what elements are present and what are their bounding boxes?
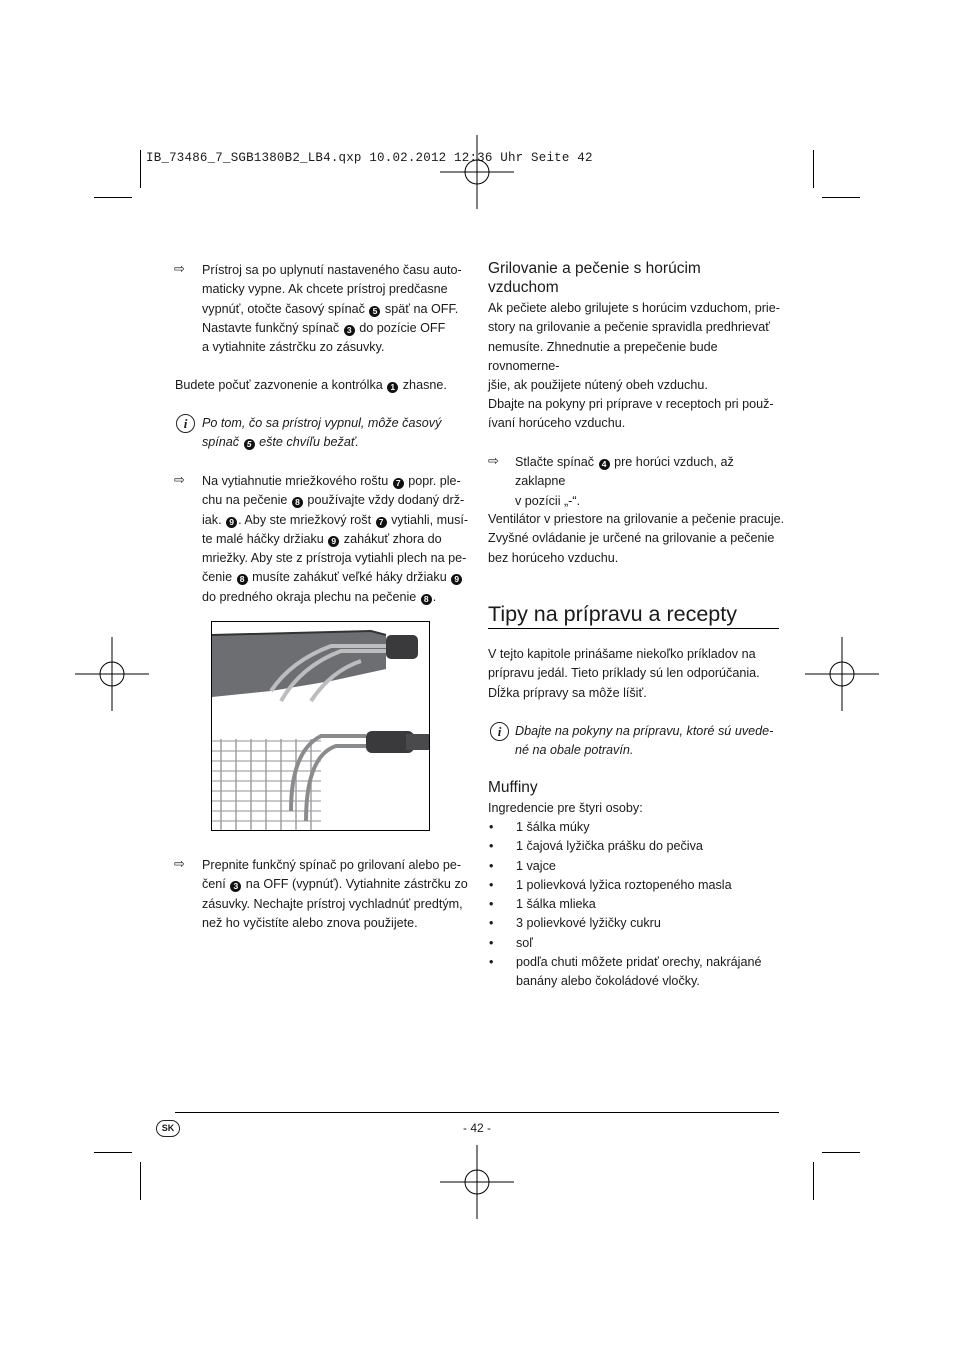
page-number: - 42 - [462, 1121, 491, 1135]
ref-number: 5 [369, 306, 380, 317]
ref-number: 9 [226, 517, 237, 528]
footer-rule [175, 1112, 779, 1113]
registration-mark-left [75, 637, 149, 711]
language-badge: SK [156, 1120, 180, 1137]
registration-mark-top [440, 135, 514, 209]
ref-number: 8 [421, 594, 432, 605]
list-item: • 1 šálka mlieka [489, 895, 779, 914]
heading-hot-air: Grilovanie a pečenie s horúcim vzduchom [488, 260, 701, 296]
list-item: • 1 šálka múky [489, 818, 779, 837]
ref-number: 7 [376, 517, 387, 528]
arrow-icon: ⇨ [174, 856, 185, 871]
ref-number: 1 [387, 382, 398, 393]
crop-mark [813, 1162, 814, 1200]
step-auto-off: Prístroj sa po uplynutí nastaveného času auto- maticky vypne. Ak chcete prístroj predčasne vypnúť, otočte časový spínač 5 späť na OFF. Nastavte funkčný spínač 3 do pozície OFF a vytiahnite zástrčku zo zásuvky. [202, 263, 462, 355]
registration-mark-bottom [440, 1145, 514, 1219]
list-item: • soľ [489, 934, 779, 953]
lamp-paragraph: Budete počuť zazvonenie a kontrólka 1 zhasne. [175, 378, 447, 392]
crop-mark [813, 150, 814, 188]
step-hot-air-switch: Stlačte spínač 4 pre horúci vzduch, až zaklapne v pozícii „-“. [515, 455, 734, 508]
ref-number: 8 [292, 497, 303, 508]
heading-muffins: Muffiny [488, 779, 538, 796]
info-icon: i [176, 414, 195, 433]
arrow-icon: ⇨ [174, 261, 185, 276]
crop-mark [822, 197, 860, 198]
step-switch-off: Prepnite funkčný spínač po grilovaní alebo pe- čení 3 na OFF (vypnúť). Vytiahnite zástrčku zo zásuvky. Nechajte prístroj vychladnúť predtým, než ho vyčistíte alebo znova použijete. [202, 858, 468, 930]
section-title: Tipy na prípravu a recepty [488, 602, 737, 626]
ingredients-intro: Ingredencie pre štyri osoby: [488, 801, 643, 815]
hot-air-intro: Ak pečiete alebo grilujete s horúcim vzduchom, prie- story na grilovanie a pečenie spravidla predhrievať nemusíte. Zhnednutie a prepečenie bude rovnomerne- jšie, ak použijete nútený obeh vzduchu. [488, 301, 780, 393]
ref-number: 9 [451, 574, 462, 585]
fan-paragraph: Ventilátor v priestore na grilovanie a pečenie pracuje. Zvyšné ovládanie je určené na grilovanie a pečenie bez horúceho vzduchu. [488, 512, 785, 565]
title-underline [488, 628, 779, 629]
ingredients-list [489, 818, 779, 992]
registration-mark-right [805, 637, 879, 711]
list-item: • 3 polievkové lyžičky cukru [489, 914, 779, 933]
ref-number: 8 [237, 574, 248, 585]
crop-mark [94, 1152, 132, 1153]
list-item: • 1 vajce [489, 857, 779, 876]
list-item: • 1 polievková lyžica roztopeného masla [489, 876, 779, 895]
hot-air-recipes: Dbajte na pokyny pri príprave v receptoch pri použ- ívaní horúceho vzduchu. [488, 397, 774, 431]
crop-mark [94, 197, 132, 198]
ref-number: 3 [344, 325, 355, 336]
ref-number: 7 [393, 478, 404, 489]
crop-mark [822, 1152, 860, 1153]
arrow-icon: ⇨ [488, 453, 499, 468]
ref-number: 3 [230, 881, 241, 892]
crop-mark [140, 1162, 141, 1200]
list-item: • podľa chuti môžete pridať orechy, nakrájané banány alebo čokoládové vločky. [489, 953, 779, 992]
list-item: • 1 čajová lyžička prášku do pečiva [489, 837, 779, 856]
packaging-note: Dbajte na pokyny na prípravu, ktoré sú uvede- né na obale potravín. [515, 724, 774, 758]
arrow-icon: ⇨ [174, 472, 185, 487]
step-remove-grid: Na vytiahnutie mriežkového roštu 7 popr. ple- chu na pečenie 8 používajte vždy dodaný drž- iak. 9 . Aby ste mriežkový rošt 7 vytiahli, musí- te malé háčky držiaku 9 zahákuť zhora do mriežky. Aby ste z prístroja vytiahli plech na pe- čenie 8 musíte zahákuť veľké háky držiaku 9 do predného okraja plechu na pečenie 8 . [202, 474, 469, 604]
crop-mark [140, 150, 141, 188]
timer-note: Po tom, čo sa prístroj vypnul, môže časový spínač 5 ešte chvíľu bežať. [202, 416, 442, 450]
chapter-intro: V tejto kapitole prinášame niekoľko príkladov na prípravu jedál. Tieto príklady sú len odporúčania. Dĺžka prípravy sa môže líšiť. [488, 647, 760, 700]
grill-tray-illustration [211, 621, 430, 831]
file-header: IB_73486_7_SGB1380B2_LB4.qxp 10.02.2012 12:36 Uhr Seite 42 [146, 151, 593, 165]
ref-number: 9 [328, 536, 339, 547]
ref-number: 4 [599, 459, 610, 470]
ref-number: 5 [244, 439, 255, 450]
info-icon: i [490, 722, 509, 741]
